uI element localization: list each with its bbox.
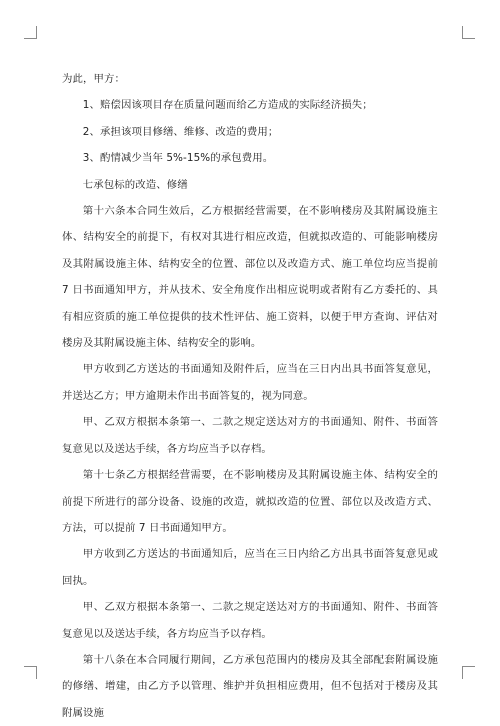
document-body: [62, 66, 438, 726]
paragraph: 甲方收到乙方送达的书面通知及附件后，应当在三日内出具书面答复意见，并送达乙方；甲方逾期未作出书面答复的，视为同意。: [62, 363, 438, 402]
paragraph: 为此，甲方：: [62, 73, 125, 85]
paragraph: 第十八条在本合同履行期间，乙方承包范围内的楼房及其全部配套附属设施的修缮、增建，由乙方予以管理、维护并负担相应费用，但不包括对于楼房及其附属设施: [62, 653, 438, 719]
paragraph: 甲方收到乙方送达的书面通知后，应当在三日内给乙方出具书面答复意见或回执。: [62, 548, 438, 587]
crop-mark-bottom-left: [24, 666, 37, 679]
paragraph: 甲、乙双方根据本条第一、二款之规定送达对方的书面通知、附件、书面答复意见以及送达手续，各方均应当予以存档。: [62, 416, 438, 455]
crop-mark-top-left: [24, 26, 37, 39]
paragraph: 3、酌情减少当年 5%-15%的承包费用。: [82, 152, 274, 165]
paragraph: 甲、乙双方根据本条第一、二款之规定送达对方的书面通知、附件、书面答复意见以及送达手续，各方均应当予以存档。: [62, 601, 438, 640]
paragraph: 第十七条乙方根据经营需要，在不影响楼房及其附属设施主体、结构安全的前提下所进行的部分设备、设施的改造，就拟改造的位置、部位以及改造方式、方法，可以提前 7 日书面通知甲方。: [62, 469, 438, 534]
crop-mark-bottom-right: [462, 666, 475, 679]
paragraph: 第十六条本合同生效后，乙方根据经营需要，在不影响楼房及其附属设施主体、结构安全的前提下，有权对其进行相应改造，但就拟改造的、可能影响楼房及其附属设施主体、结构安全的位置、部位以及改造方式、施工单位均应当提前 7 日书面通知甲方，并从技术、安全角度作出相应说明或者附有乙方委托的、具有相应资质的施工单位提供的技术性评估、施工资料，以便于甲方查询、评估对楼房及其附属设施主体、结构安全的影响。: [62, 205, 438, 350]
paragraph: 2、承担该项目修缮、维修、改造的费用；: [82, 125, 279, 138]
paragraph: 1、赔偿因该项目存在质量问题而给乙方造成的实际经济损失；: [82, 99, 373, 112]
crop-mark-top-right: [462, 26, 475, 39]
section-heading: 七承包标的改造、修缮: [82, 178, 188, 191]
